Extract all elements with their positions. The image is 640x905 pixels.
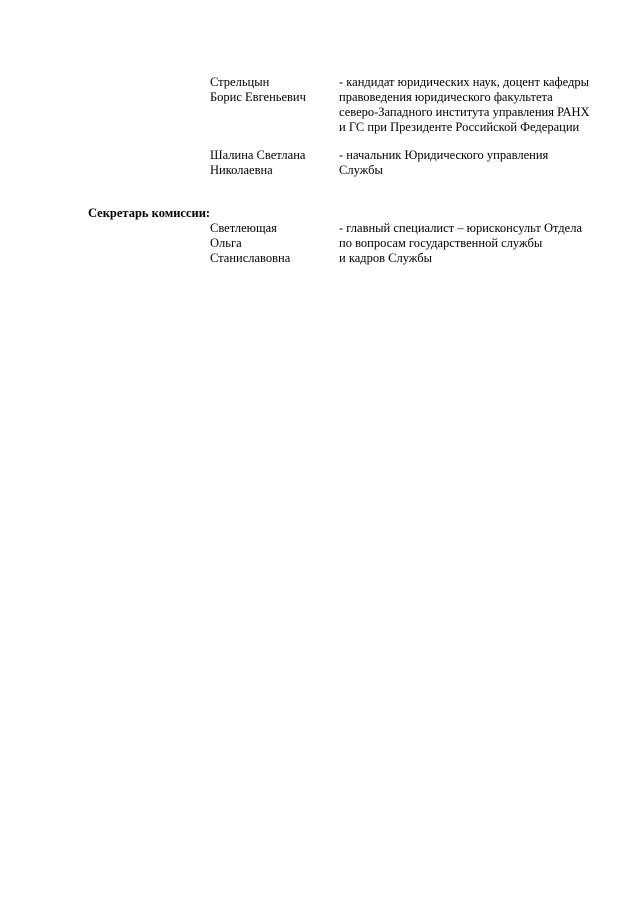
secretary-desc-line-3: и кадров Службы (339, 251, 433, 265)
member-1-desc-line-4: и ГС при Президенте Российской Федерации (339, 120, 580, 134)
secretary-name-line-1: Светлеющая (210, 221, 277, 235)
member-1-name-line-1: Стрельцын (210, 75, 270, 89)
member-2-desc-line-1: - начальник Юридического управления (339, 148, 549, 162)
member-2-name-line-1: Шалина Светлана (210, 148, 306, 162)
secretary-name-line-2: Ольга (210, 236, 242, 250)
secretary-name-line-3: Станиславовна (210, 251, 291, 265)
member-2-desc-line-2: Службы (339, 163, 383, 177)
secretary-desc-line-1: - главный специалист – юрисконсульт Отдела (339, 221, 582, 235)
member-1-desc-line-1: - кандидат юридических наук, доцент кафедры (339, 75, 590, 89)
secretary-heading: Секретарь комиссии: (88, 206, 211, 220)
member-2-name-line-2: Николаевна (210, 163, 273, 177)
member-1-name-line-2: Борис Евгеньевич (210, 90, 306, 104)
member-1-desc-line-3: северо-Западного института управления РАНХ (339, 105, 590, 119)
secretary-desc-line-2: по вопросам государственной службы (339, 236, 543, 250)
member-1-desc-line-2: правоведения юридического факультета (339, 90, 553, 104)
